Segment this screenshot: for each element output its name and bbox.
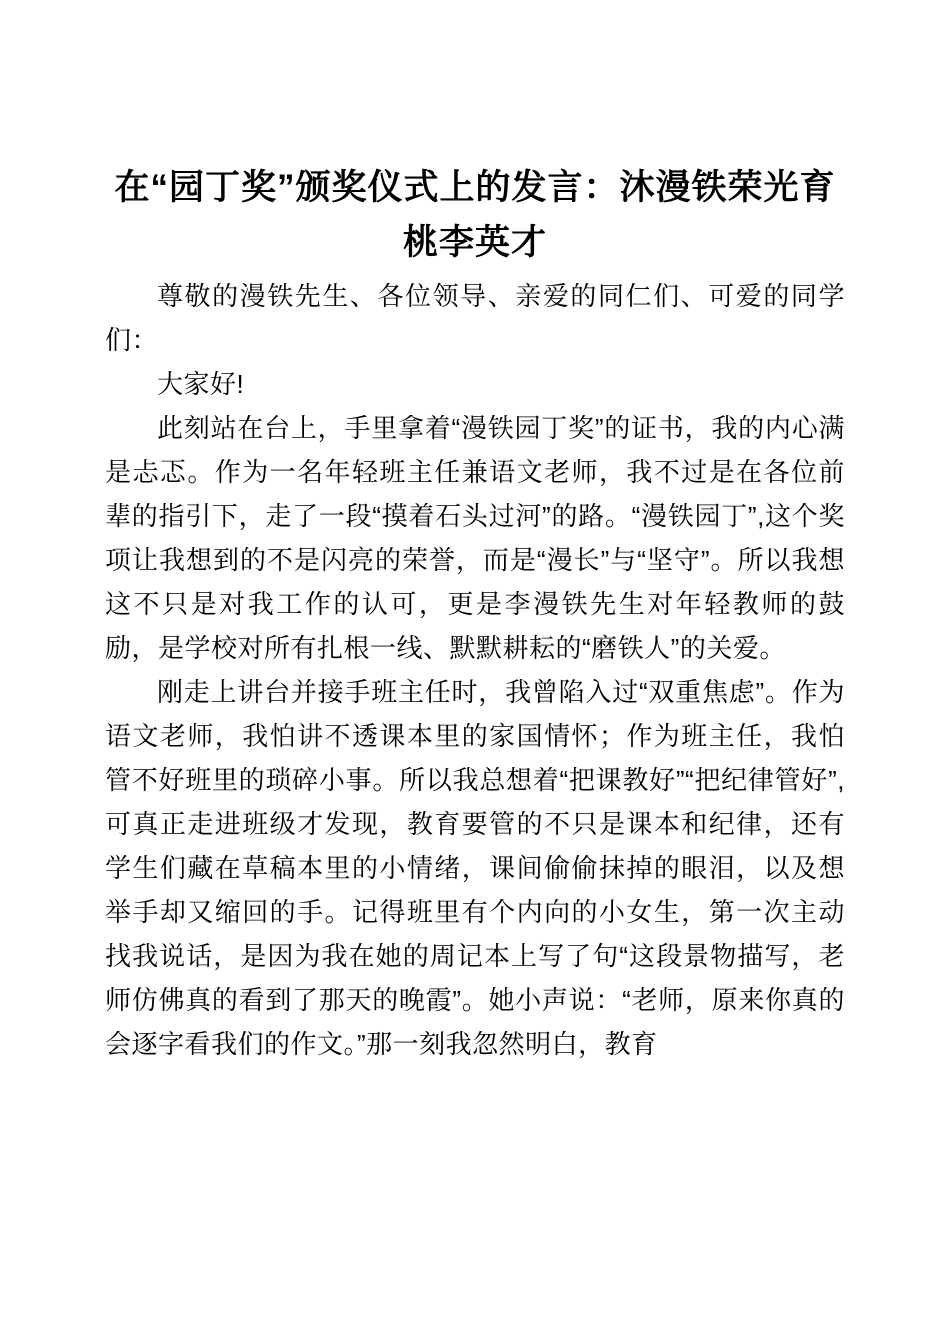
document-title: 在“园丁奖”颁奖仪式上的发言：沐漫铁荣光育桃李英才 xyxy=(114,168,836,262)
paragraph-greeting: 大家好! xyxy=(157,369,245,399)
paragraph-salutation: 尊敬的漫铁先生、各位领导、亲爱的同仁们、可爱的同学们： xyxy=(105,281,845,355)
paragraph-body-2: 刚走上讲台并接手班主任时，我曾陷入过“双重焦虑”。作为语文老师，我怕讲不透课本里的家国情怀；作为班主任，我怕管不好班里的琐碎小事。所以我总想着“把课教好”“把纪律管好”,可真正走进班级才发现，教育要管的不只是课本和纪律，还有学生们藏在草稿本里的小情绪，课间偷偷抹掉的眼泪，以及想举手却又缩回的手。记得班里有个内向的小女生，第一次主动找我说话，是因为我在她的周记本上写了句“这段景物描写，老师仿佛真的看到了那天的晚霞”。她小声说：“老师，原来你真的会逐字看我们的作文。”那一刻我忽然明白，教育 xyxy=(105,677,845,1059)
document-body xyxy=(105,274,845,1066)
paragraph-body-1: 此刻站在台上，手里拿着“漫铁园丁奖”的证书，我的内心满是忐忑。作为一名年轻班主任兼语文老师，我不过是在各位前辈的指引下，走了一段“摸着石头过河”的路。“漫铁园丁”,这个奖项让我想到的不是闪亮的荣誉，而是“漫长”与“坚守”。所以我想这不只是对我工作的认可，更是李漫铁先生对年轻教师的鼓励，是学校对所有扎根一线、默默耕耘的“磨铁人”的关爱。 xyxy=(105,413,845,663)
